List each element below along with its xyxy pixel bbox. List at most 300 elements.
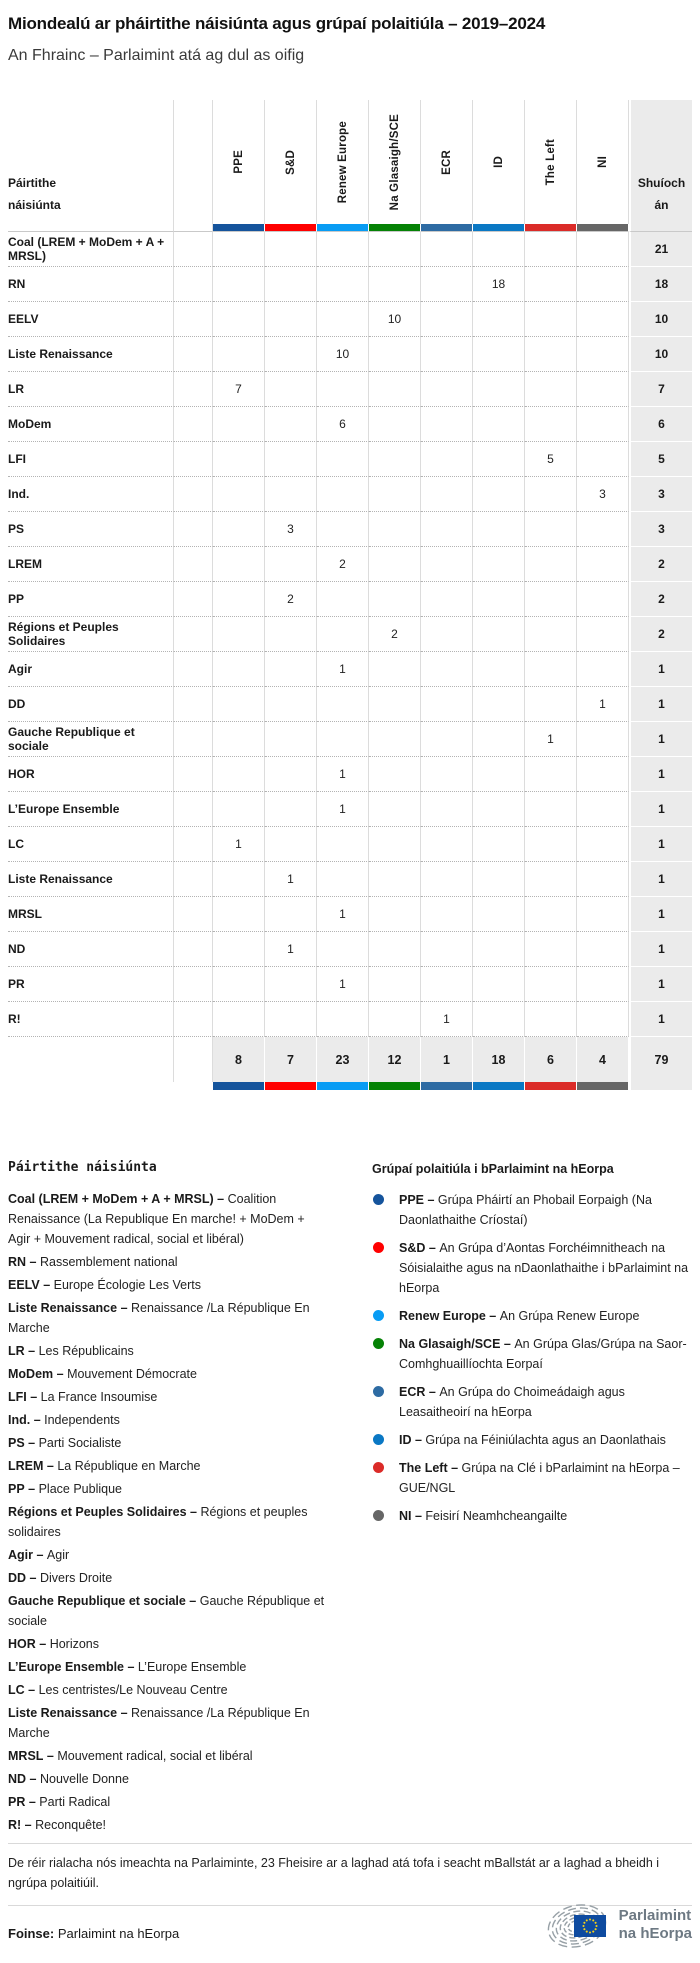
row-gap-cell [174, 652, 213, 687]
seat-value-cell: 1 [317, 792, 369, 827]
row-total-cell: 6 [629, 407, 692, 442]
seat-value-cell [525, 582, 577, 617]
legend-term: LR [8, 1344, 25, 1358]
legend-definition: Parti Socialiste [38, 1436, 122, 1450]
group-color-dot [373, 1462, 384, 1473]
legend-separator: – [185, 1594, 200, 1608]
seat-value-cell: 5 [525, 442, 577, 477]
column-header-ecr [421, 100, 473, 224]
party-name-cell: R! [8, 1002, 174, 1037]
seat-value-cell [473, 967, 525, 1002]
party-name-cell: EELV [8, 302, 174, 337]
seat-value-cell [577, 547, 629, 582]
legend-item [8, 1456, 328, 1476]
party-name-cell: Régions et Peuples Solidaires [8, 617, 174, 652]
seat-value-cell [265, 267, 317, 302]
seat-value-cell [317, 372, 369, 407]
legend-term: R! [8, 1818, 22, 1832]
seat-value-cell: 1 [525, 722, 577, 757]
legend-definition: Divers Droite [39, 1571, 113, 1585]
seat-value-cell [369, 827, 421, 862]
legend-separator: – [447, 1461, 462, 1475]
seat-value-cell [525, 862, 577, 897]
seat-value-cell [265, 337, 317, 372]
seat-value-cell [525, 547, 577, 582]
legend-term: The Left [399, 1461, 448, 1475]
legend-definition: Place Publique [38, 1482, 122, 1496]
legend-groups-list [372, 1190, 692, 1526]
seat-value-cell [421, 372, 473, 407]
legend-item [8, 1703, 328, 1743]
legend-term: PS [8, 1436, 25, 1450]
legend-item [8, 1545, 328, 1565]
seat-value-cell [317, 617, 369, 652]
legend-term: LREM [8, 1459, 44, 1473]
group-color-dot [373, 1242, 384, 1253]
legend-separator: – [35, 1637, 50, 1651]
color-bar-left [525, 224, 577, 232]
legend-definition: La République en Marche [57, 1459, 201, 1473]
color-bar-ni [577, 224, 629, 232]
legend-term: ID [399, 1433, 412, 1447]
row-gap-cell [174, 897, 213, 932]
legend-separator: – [26, 1571, 40, 1585]
group-total-left: 6 [525, 1037, 577, 1082]
seat-value-cell [265, 722, 317, 757]
legend-term: Renew Europe [399, 1309, 486, 1323]
seat-value-cell [577, 932, 629, 967]
legend-item [8, 1387, 328, 1407]
column-header-id [473, 100, 525, 224]
ep-logo-line1: Parlaimint [618, 1907, 692, 1924]
seat-value-cell [473, 547, 525, 582]
seat-value-cell: 10 [369, 302, 421, 337]
legend-item [8, 1298, 328, 1338]
party-name-cell: DD [8, 687, 174, 722]
eu-flag-icon [574, 1915, 606, 1937]
row-gap-cell [174, 372, 213, 407]
seat-value-cell [421, 442, 473, 477]
seat-value-cell [421, 827, 473, 862]
column-header-greens [369, 100, 421, 224]
color-bar-sd [265, 224, 317, 232]
seat-value-cell [577, 337, 629, 372]
seat-value-cell [577, 722, 629, 757]
seat-value-cell [265, 442, 317, 477]
seat-value-cell [265, 232, 317, 267]
legend-definition: Renaissance /La République En Marche [8, 1706, 310, 1740]
color-bar-greens [369, 224, 421, 232]
row-total-cell: 1 [629, 827, 692, 862]
group-total-ecr: 1 [421, 1037, 473, 1082]
color-bar2-greens [369, 1082, 421, 1090]
party-name-cell: RN [8, 267, 174, 302]
legend-separator: – [33, 1548, 47, 1562]
group-total-greens: 12 [369, 1037, 421, 1082]
row-header-cell [8, 100, 174, 224]
legend-definition: Feisirí Neamhcheangailte [425, 1509, 568, 1523]
row-total-cell: 10 [629, 302, 692, 337]
seat-value-cell [265, 477, 317, 512]
seat-value-cell [473, 337, 525, 372]
column-header-left [525, 100, 577, 224]
column-header-sd [265, 100, 317, 224]
legend-definition: Régions et peuples solidaires [8, 1505, 308, 1539]
bar2-total-cell [629, 1082, 692, 1090]
legend-definition: Les Républicains [38, 1344, 134, 1358]
seat-value-cell: 7 [213, 372, 265, 407]
row-gap-cell [174, 827, 213, 862]
legend-parties [8, 1160, 328, 1838]
seat-value-cell [213, 547, 265, 582]
seat-value-cell [265, 547, 317, 582]
legend-definition: L’Europe Ensemble [137, 1660, 247, 1674]
seat-value-cell [577, 267, 629, 302]
seat-value-cell: 2 [317, 547, 369, 582]
legend-definition: An Grúpa Glas/Grúpa na Saor-Comhghuaillíochta Eorpaí [399, 1337, 687, 1371]
seat-value-cell [369, 652, 421, 687]
seat-value-cell [213, 302, 265, 337]
group-total-renew: 23 [317, 1037, 369, 1082]
seat-value-cell [577, 827, 629, 862]
seat-value-cell [213, 967, 265, 1002]
seats-column-header [629, 100, 692, 224]
seat-value-cell [525, 267, 577, 302]
seat-value-cell: 3 [265, 512, 317, 547]
seat-value-cell [577, 792, 629, 827]
legend-item [372, 1190, 692, 1230]
party-name-cell: ND [8, 932, 174, 967]
legend-definition: An Grúpa Renew Europe [499, 1309, 640, 1323]
group-color-dot [373, 1510, 384, 1521]
seat-value-cell [213, 932, 265, 967]
column-header-label: NI [596, 156, 609, 168]
seat-value-cell [421, 862, 473, 897]
legend-term: MRSL [8, 1749, 44, 1763]
party-name-cell: Gauche Republique et sociale [8, 722, 174, 757]
seat-value-cell [213, 267, 265, 302]
seat-value-cell [421, 547, 473, 582]
bar-label-cell [8, 224, 174, 232]
seat-value-cell [473, 897, 525, 932]
legend-separator: – [411, 1509, 426, 1523]
seat-value-cell [525, 302, 577, 337]
seat-value-cell [421, 932, 473, 967]
seat-value-cell [213, 232, 265, 267]
seat-value-cell [265, 792, 317, 827]
group-total-ppe: 8 [213, 1037, 265, 1082]
legend-definition: Gauche République et sociale [8, 1594, 325, 1628]
legend-definition: Agir [46, 1548, 70, 1562]
seat-value-cell: 1 [421, 1002, 473, 1037]
legend-definition: Horizons [49, 1637, 100, 1651]
page-title: Miondealú ar pháirtithe náisiúnta agus grúpaí polaitiúla – 2019–2024 [8, 14, 546, 33]
ep-logo [544, 1902, 692, 1948]
legend-definition: Grúpa na Clé i bParlaimint na hEorpa – GUE/NGL [399, 1461, 680, 1495]
seat-value-cell [577, 582, 629, 617]
seat-value-cell [525, 337, 577, 372]
header-gap-cell [174, 100, 213, 224]
seat-value-cell [369, 232, 421, 267]
party-name-cell: LREM [8, 547, 174, 582]
seat-value-cell [577, 372, 629, 407]
group-color-dot [373, 1386, 384, 1397]
legend-separator: – [25, 1795, 40, 1809]
legend-item [8, 1568, 328, 1588]
seat-value-cell [317, 477, 369, 512]
legend-definition: Mouvement radical, social et libéral [57, 1749, 253, 1763]
seat-value-cell: 18 [473, 267, 525, 302]
legend-parties-title: Páirtithe náisiúnta [8, 1160, 157, 1175]
legend-separator: – [424, 1193, 438, 1207]
row-total-cell: 1 [629, 757, 692, 792]
row-total-cell: 1 [629, 687, 692, 722]
column-header-ppe [213, 100, 265, 224]
row-gap-cell [174, 337, 213, 372]
party-name-cell: PS [8, 512, 174, 547]
legend-definition: Coalition Renaissance (La Republique En marche! + MoDem + Agir + Mouvement radical, social et libéral) [8, 1192, 305, 1246]
column-header-label: PPE [232, 150, 245, 174]
seat-value-cell: 1 [317, 757, 369, 792]
seat-value-cell [525, 792, 577, 827]
legend-term: L’Europe Ensemble [8, 1660, 125, 1674]
legend-definition: La France Insoumise [40, 1390, 158, 1404]
row-total-cell: 3 [629, 512, 692, 547]
row-total-cell: 1 [629, 652, 692, 687]
bar2-label-cell [8, 1082, 174, 1090]
seat-value-cell [265, 652, 317, 687]
color-bar2-ppe [213, 1082, 265, 1090]
seat-value-cell [525, 407, 577, 442]
seat-value-cell [213, 897, 265, 932]
row-gap-cell [174, 967, 213, 1002]
seat-value-cell [369, 1002, 421, 1037]
group-total-ni: 4 [577, 1037, 629, 1082]
ep-hemicycle-icon [544, 1902, 610, 1948]
legend-separator: – [425, 1385, 440, 1399]
seat-value-cell [317, 827, 369, 862]
legend-term: ND [8, 1772, 27, 1786]
seat-value-cell [369, 862, 421, 897]
seat-value-cell [213, 757, 265, 792]
seat-value-cell [577, 1002, 629, 1037]
legend-term: NI [399, 1509, 412, 1523]
source-text [8, 1926, 179, 1941]
row-total-cell: 1 [629, 932, 692, 967]
seat-value-cell [525, 617, 577, 652]
legend-item [8, 1815, 328, 1835]
legend-term: DD [8, 1571, 27, 1585]
seat-value-cell [473, 827, 525, 862]
row-header-label: Páirtithe náisiúnta [8, 176, 61, 212]
legend-term: Agir [8, 1548, 33, 1562]
legend-item [8, 1433, 328, 1453]
legend-separator: – [24, 1482, 39, 1496]
seat-value-cell [473, 512, 525, 547]
seat-value-cell [421, 652, 473, 687]
row-gap-cell [174, 687, 213, 722]
seat-value-cell [421, 302, 473, 337]
seat-value-cell [265, 897, 317, 932]
column-header-label: ECR [440, 149, 453, 175]
seat-value-cell [369, 547, 421, 582]
legend-definition: Les centristes/Le Nouveau Centre [38, 1683, 228, 1697]
seat-value-cell [369, 932, 421, 967]
row-gap-cell [174, 862, 213, 897]
legend-item [8, 1502, 328, 1542]
column-header-label: ID [492, 156, 505, 168]
seat-value-cell [525, 512, 577, 547]
seat-value-cell: 1 [317, 652, 369, 687]
seat-value-cell [317, 232, 369, 267]
legend-separator: – [117, 1301, 131, 1315]
ep-logo-text [619, 1907, 692, 1943]
seat-value-cell: 3 [577, 477, 629, 512]
group-total-id: 18 [473, 1037, 525, 1082]
seat-value-cell [369, 337, 421, 372]
legend-item [372, 1382, 692, 1422]
seat-value-cell: 1 [265, 862, 317, 897]
legend-separator: – [500, 1337, 515, 1351]
row-gap-cell [174, 407, 213, 442]
row-gap-cell [174, 932, 213, 967]
seat-value-cell [421, 337, 473, 372]
seat-value-cell [265, 687, 317, 722]
seat-value-cell [421, 757, 473, 792]
seat-value-cell: 10 [317, 337, 369, 372]
row-total-cell: 1 [629, 862, 692, 897]
source-value: Parlaimint na hEorpa [54, 1926, 180, 1941]
color-bar-ppe [213, 224, 265, 232]
seat-value-cell [421, 617, 473, 652]
legend-separator: – [39, 1278, 54, 1292]
row-total-cell: 1 [629, 1002, 692, 1037]
row-gap-cell [174, 757, 213, 792]
seats-column-label: Shuíochán [637, 176, 686, 212]
legend-separator: – [30, 1413, 45, 1427]
seat-value-cell [421, 407, 473, 442]
seat-value-cell [369, 477, 421, 512]
seat-value-cell [577, 862, 629, 897]
seat-value-cell [369, 372, 421, 407]
seat-value-cell [473, 1002, 525, 1037]
legend-definition: Renaissance /La République En Marche [8, 1301, 310, 1335]
legend-separator: – [485, 1309, 500, 1323]
seat-value-cell [577, 967, 629, 1002]
seat-value-cell [317, 267, 369, 302]
seat-value-cell [421, 512, 473, 547]
legend-item [372, 1238, 692, 1298]
seat-value-cell [317, 862, 369, 897]
legend-definition: Grúpa Pháirtí an Phobail Eorpaigh (Na Daonlathaithe Críostaí) [399, 1193, 652, 1227]
party-name-cell: Ind. [8, 477, 174, 512]
legend-separator: – [43, 1459, 58, 1473]
legend-separator: – [53, 1367, 68, 1381]
seat-value-cell [421, 722, 473, 757]
seat-value-cell [525, 232, 577, 267]
seat-value-cell [265, 827, 317, 862]
row-gap-cell [174, 267, 213, 302]
legend-definition: Europe Écologie Les Verts [53, 1278, 201, 1292]
row-total-cell: 1 [629, 897, 692, 932]
seat-value-cell [369, 757, 421, 792]
seat-value-cell [317, 442, 369, 477]
seat-value-cell [421, 582, 473, 617]
source-label: Foinse: [8, 1926, 55, 1941]
seat-value-cell [473, 722, 525, 757]
row-gap-cell [174, 442, 213, 477]
legend-definition: Nouvelle Donne [39, 1772, 129, 1786]
bar2-gap-cell [174, 1082, 213, 1090]
grand-total-cell: 79 [629, 1037, 692, 1082]
legend-definition: An Grúpa do Choimeádaigh agus Leasaitheoirí na hEorpa [399, 1385, 625, 1419]
totals-label-cell [8, 1037, 174, 1082]
legend-definition: Mouvement Démocrate [67, 1367, 197, 1381]
row-gap-cell [174, 617, 213, 652]
seats-table [8, 100, 692, 1090]
legend-term: PP [8, 1482, 25, 1496]
party-name-cell: PR [8, 967, 174, 1002]
seat-value-cell: 1 [213, 827, 265, 862]
seat-value-cell [213, 687, 265, 722]
legend-term: Liste Renaissance [8, 1301, 118, 1315]
page-subtitle: An Fhrainc – Parlaimint atá ag dul as oifig [8, 47, 305, 64]
color-bar2-left [525, 1082, 577, 1090]
group-total-sd: 7 [265, 1037, 317, 1082]
column-header-renew [317, 100, 369, 224]
party-name-cell: LFI [8, 442, 174, 477]
row-total-cell: 10 [629, 337, 692, 372]
legend-separator: – [411, 1433, 426, 1447]
legend-separator: – [24, 1344, 39, 1358]
column-header-label: The Left [544, 138, 557, 186]
color-bar-renew [317, 224, 369, 232]
legend-item [372, 1334, 692, 1374]
legend-term: Liste Renaissance [8, 1706, 118, 1720]
column-header-label: Renew Europe [336, 120, 349, 204]
seat-value-cell [577, 617, 629, 652]
totals-gap-cell [174, 1037, 213, 1082]
seat-value-cell [213, 652, 265, 687]
legend-separator: – [186, 1505, 201, 1519]
legend-item [372, 1306, 692, 1326]
seat-value-cell [421, 477, 473, 512]
column-header-label: Na Glasaigh/SCE [388, 113, 401, 211]
party-name-cell: Coal (LREM + MoDem + A + MRSL) [8, 232, 174, 267]
seat-value-cell [525, 652, 577, 687]
seat-value-cell [577, 442, 629, 477]
seat-value-cell [577, 302, 629, 337]
seat-value-cell [265, 407, 317, 442]
seat-value-cell [317, 687, 369, 722]
seat-value-cell [317, 512, 369, 547]
legend-separator: – [26, 1390, 41, 1404]
legend-item [8, 1680, 328, 1700]
seat-value-cell [369, 967, 421, 1002]
seat-value-cell [473, 372, 525, 407]
color-bar2-ni [577, 1082, 629, 1090]
seat-value-cell [525, 897, 577, 932]
row-total-cell: 1 [629, 722, 692, 757]
seat-value-cell [473, 582, 525, 617]
legend-item [8, 1591, 328, 1631]
seat-value-cell [473, 442, 525, 477]
legend-term: PPE [399, 1193, 425, 1207]
party-name-cell: MRSL [8, 897, 174, 932]
seat-value-cell [317, 932, 369, 967]
legend-definition: An Grúpa d’Aontas Forchéimnitheach na Sóisialaithe agus na nDaonlathaithe i bParlaimint na hEorpa [399, 1241, 689, 1295]
seat-value-cell [473, 232, 525, 267]
